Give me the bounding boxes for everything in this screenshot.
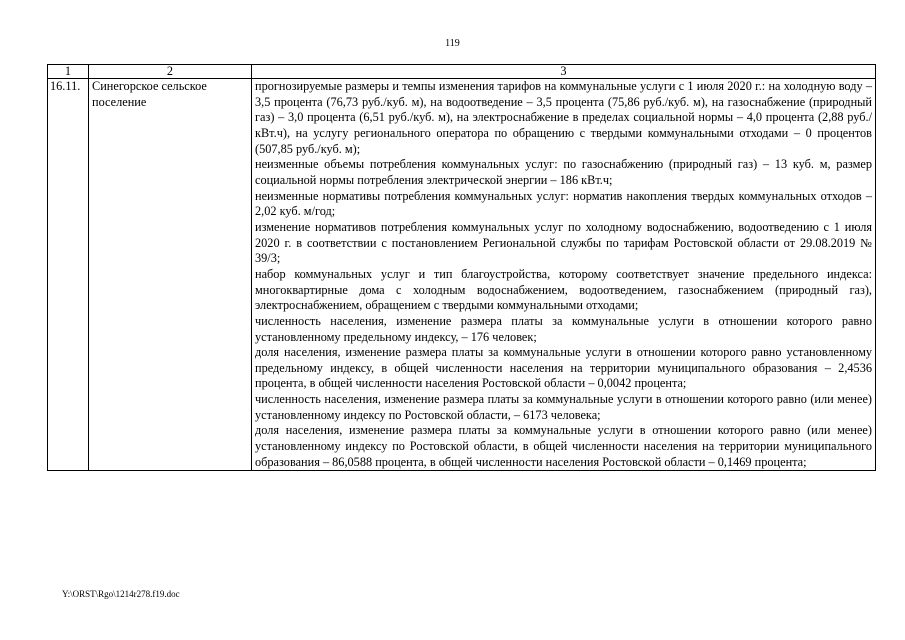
table-header-row bbox=[48, 65, 876, 79]
paragraph-norm-changes: изменение нормативов потребления коммунальных услуг по холодному водоснабжению, водоотведению с 1 июля 2020 г. в соответствии с постановлением Региональной службы по тарифам Ростовской области от 29.08.2019 № 39/3; bbox=[255, 219, 872, 266]
column-header-1: 1 bbox=[48, 65, 89, 79]
document-path: Y:\ORST\Rgo\1214r278.f19.doc bbox=[62, 589, 180, 599]
paragraph-population-less: численность населения, изменение размера платы за коммунальные услуги в отношении которого равно (или менее) установленному индексу по Ростовской области, – 6173 человека; bbox=[255, 392, 872, 422]
page-number: 119 bbox=[445, 38, 460, 49]
paragraph-consumption-norms: неизменные нормативы потребления коммунальных услуг: норматив накопления твердых коммунальных отходов – 2,02 куб. м/год; bbox=[255, 188, 872, 219]
row-number: 16.11. bbox=[48, 79, 89, 471]
table-row bbox=[48, 79, 876, 471]
paragraph-population-equal: численность населения, изменение размера платы за коммунальные услуги в отношении которого равно установленному предельному индексу, – 176 человек; bbox=[255, 313, 872, 344]
column-header-3: 3 bbox=[252, 65, 876, 79]
settlement-name: Синегорское сельское поселение bbox=[89, 79, 252, 471]
paragraph-tariff-forecast: прогнозируемые размеры и темпы изменения тарифов на коммунальные услуги с 1 июля 2020 г.: на холодную воду – 3,5 процента (76,73 руб./куб. м), на водоотведение – 3,5 процента (75,86 руб./куб. м), на газоснабжение (природный газ) – 3,0 процента (6,51 руб./куб. м), на электроснабжение в пределах социальной нормы – 4,0 процента (2,88 руб./кВт.ч), на услугу регионального оператора по обращению с твердыми коммунальными отходами – 0 процентов (507,85 руб./куб. м); bbox=[255, 79, 872, 156]
paragraph-share-less: доля населения, изменение размера платы за коммунальные услуги в отношении которого равно (или менее) установленному индексу по Ростовской области, в общей численности населения на территории муниципального образования – 86,0588 процента, в общей численности населения Ростовской области – 0,1469 процента; bbox=[255, 423, 872, 469]
column-header-2: 2 bbox=[89, 65, 252, 79]
paragraph-service-set: набор коммунальных услуг и тип благоустройства, которому соответствует значение предельного индекса: многоквартирные дома с холодным водоснабжением, водоотведением, газоснабжением (природный газ), электроснабжением, обращением с твердыми коммунальными отходами; bbox=[255, 266, 872, 313]
paragraph-share-equal: доля населения, изменение размера платы за коммунальные услуги в отношении которого равно установленному предельному индексу, в общей численности населения на территории муниципального образования – 2,4536 процента, в общей численности населения Ростовской области – 0,0042 процента; bbox=[255, 345, 872, 391]
tariff-table bbox=[47, 64, 876, 471]
paragraph-consumption-volumes: неизменные объемы потребления коммунальных услуг: по газоснабжению (природный газ) – 13 куб. м, размер социальной нормы потребления электрической энергии – 186 кВт.ч; bbox=[255, 157, 872, 187]
tariff-description bbox=[252, 79, 876, 471]
